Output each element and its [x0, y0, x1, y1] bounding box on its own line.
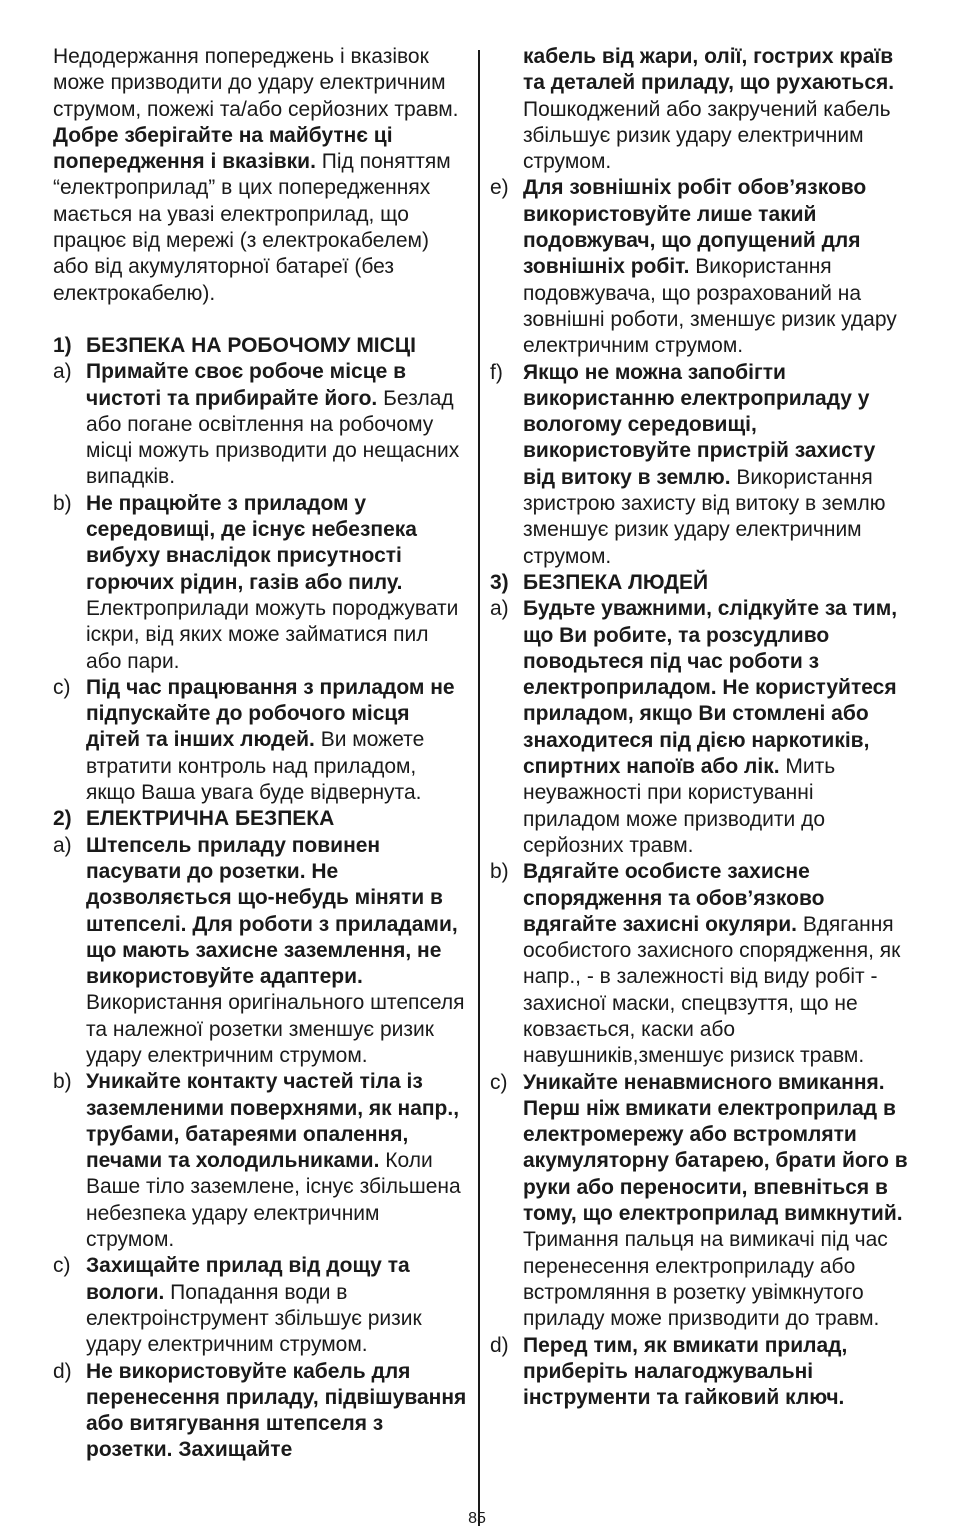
list-item-2b: b) Уникайте контакту частей тіла із заземленими поверхнями, як напр., трубами, батареями опалення, печами та холодильниками. Коли Ваше тіло заземлене, існує збільшена небезпека удару електричним струмом.: [53, 1070, 461, 1252]
section-heading-1: 1) БЕЗПЕКА НА РОБОЧОМУ МІСЦІ: [53, 333, 416, 357]
list-item-2f: f) Якщо не можна запобігти використанню електроприладу у вологому середовищі, використовуйте пристрій захисту від витоку в землю. Використання зристрою захисту від витоку в землю зменшує ризик удару електричним струмом.: [490, 360, 886, 568]
page-number: 85: [468, 1510, 486, 1527]
list-item-1a: a) Примайте своє робоче місце в чистоті та прибирайте його. Безлад або погане освітлення на робочому місці можуть призводити до нещасних випадків.: [53, 360, 460, 489]
section-heading-2: 2) ЕЛЕКТРИЧНА БЕЗПЕКА: [53, 807, 335, 831]
intro-definition-text: Під поняттям “електроприлад” в цих попередженнях мається на увазі електроприлад, що працює від мережі (з електрокабелем) або від акумуляторної батареї (без електрокабелю).: [53, 150, 451, 305]
list-item-3c: c) Уникайте ненавмисного вмикання. Перш ніж вмикати електроприлад в електромережу або встромляти акумуляторну батарею, брати його в руки або переносити, впевніться в тому, що електроприлад вимкнутий. Тримання пальця на вимикачі під час перенесення електроприладу або встромляння в розетку увімкнутого приладу може призводити до травм.: [490, 1070, 908, 1331]
list-item-3d: d) Перед тим, як вмикати прилад, приберіть налагоджувальні інструменти та гайковий ключ.: [490, 1333, 848, 1410]
intro-paragraph: [53, 44, 469, 307]
column-divider: [478, 50, 480, 1526]
intro-text: Недодержання попереджень і вказівок може призводити до удару електричним струмом, пожежі та/або серйозних травм.: [53, 45, 459, 121]
list-item-3a: a) Будьте уважними, слідкуйте за тим, що Ви робите, та розсудливо поводьтеся під час роботи з електроприладом. Не користуйтеся приладом, якщо Ви стомлені або знаходитеся під дією наркотиків, спиртних напоїв або лік. Мить неуважності при користуванні приладом може призводити до серйозних травм.: [490, 597, 898, 857]
list-item-3b: b) Вдягайте особисте захисне спорядження та обов’язково вдягайте захисні окуляри. Вдягання особистого захисного спорядження, як напр., - в залежності від виду робіт - захисної маски, спецвзуття, що не ковзається, каски або навушників,зменшує ризиск травм.: [490, 860, 901, 1068]
right-column: [490, 44, 908, 1411]
list-item-2e: e) Для зовнішніх робіт обов’язково використовуйте лише такий подовжувач, що допущений для зовнішніх робіт. Використання подовжувача, що розрахований на зовнішні роботи, зменшує ризик удару електричним струмом.: [490, 176, 897, 358]
list-item-2a: a) Штепсель приладу повинен пасувати до розетки. Не дозволяється що-небудь міняти в штепселі. Для роботи з приладами, що мають захисне заземлення, не використовуйте адаптери. Використання оригінального штепселя та належної розетки зменшує ризик удару електричним струмом.: [53, 833, 465, 1067]
intro-bold-text: Добре зберігайте на майбутнє ці попередження і вказівки.: [53, 123, 393, 174]
left-column: [53, 44, 469, 1464]
section-heading-3: 3) БЕЗПЕКА ЛЮДЕЙ: [490, 570, 709, 594]
list-item-1c: c) Під час працювання з приладом не підпускайте до робочого місця дітей та інших людей. Ви можете втратити контроль над приладом, якщо Ваша увага буде відвернута.: [53, 675, 455, 805]
list-item-1b: b) Не працюйте з приладом у середовищі, де існує небезпека вибуху внаслідок присутності горючих рідин, газів або пилу. Електроприлади можуть породжувати іскри, від яких може займатися пил або пари.: [53, 491, 459, 673]
list-item-2d: d) Не використовуйте кабель для перенесення приладу, підвішування або витягування штепселя з розетки. Захищайте: [53, 1359, 467, 1462]
list-item-2c: c) Захищайте прилад від дощу та вологи. Попадання води в електроінструмент збільшує ризик удару електричним струмом.: [53, 1254, 422, 1357]
list-item-2d-continuation: кабель від жари, олії, гострих країв та деталей приладу, що рухаються. Пошкоджений або закручений кабель збільшує ризик удару електричним струмом.: [523, 45, 895, 174]
